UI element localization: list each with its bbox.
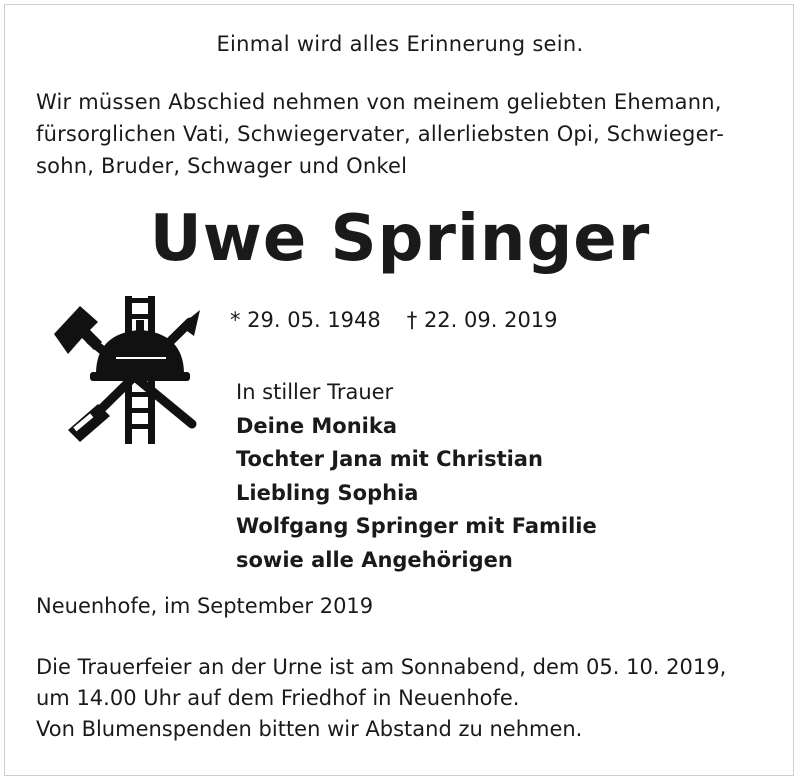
- intro-line: fürsorglichen Vati, Schwiegervater, allerliebsten Opi, Schwieger-: [36, 122, 724, 146]
- motto: Einmal wird alles Erinnerung sein.: [216, 32, 584, 56]
- intro-line: sohn, Bruder, Schwager und Onkel: [36, 154, 408, 178]
- funeral-notes: [36, 652, 776, 745]
- note-line: Die Trauerfeier an der Urne ist am Sonnabend, dem 05. 10. 2019,: [36, 655, 727, 679]
- life-dates: [230, 308, 558, 332]
- death-date: † 22. 09. 2019: [406, 308, 558, 332]
- mourner-name: Liebling Sophia: [236, 480, 419, 505]
- mourner-name: Tochter Jana mit Christian: [236, 447, 543, 471]
- note-line: Von Blumenspenden bitten wir Abstand zu nehmen.: [36, 717, 583, 741]
- mourner-name: Deine Monika: [236, 413, 397, 438]
- mourner-name: sowie alle Angehörigen: [236, 547, 513, 572]
- note-line: um 14.00 Uhr auf dem Friedhof in Neuenhofe.: [36, 686, 520, 710]
- birth-date: * 29. 05. 1948: [230, 308, 381, 332]
- firefighter-emblem-icon: [50, 292, 210, 444]
- deceased-name: Uwe Springer: [149, 202, 651, 276]
- intro-line: Wir müssen Abschied nehmen von meinem geliebten Ehemann,: [36, 90, 722, 114]
- mourners-list: [236, 376, 597, 577]
- place-and-date: Neuenhofe, im September 2019: [36, 594, 374, 618]
- intro-text: [36, 86, 771, 182]
- mourners-intro: In stiller Trauer: [236, 380, 394, 404]
- mourner-name: Wolfgang Springer mit Familie: [236, 514, 597, 538]
